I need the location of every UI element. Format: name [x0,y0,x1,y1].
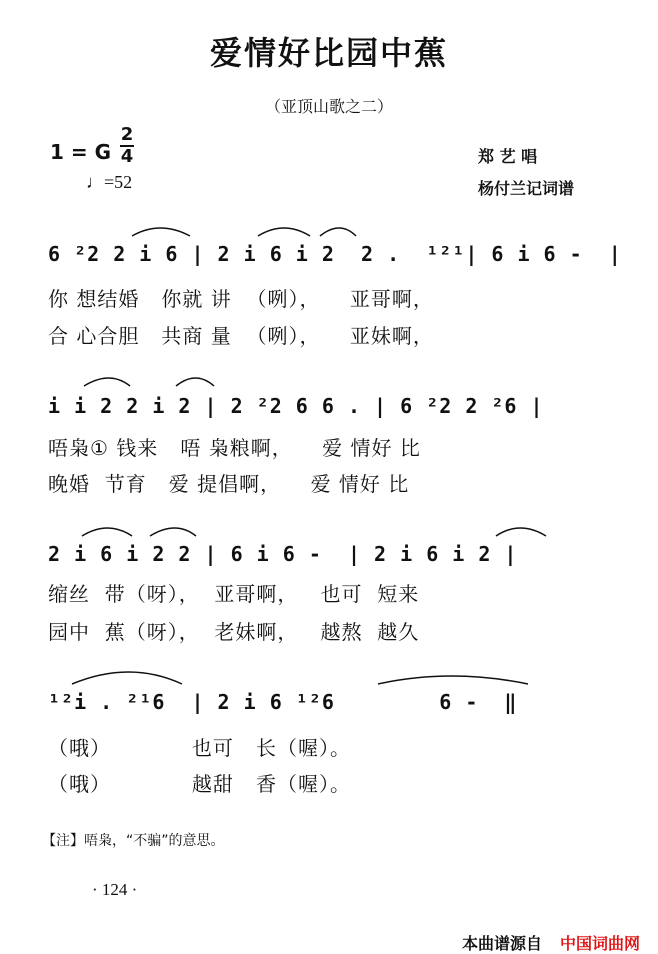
page-number: · 124 · [92,880,138,899]
song-title: 爱情好比园中蕉 [209,34,448,72]
meter-bottom: 4 [120,146,134,167]
lyrics-line-3-verse-2: 园中 蕉（呀）， 老妹啊， 越熬 越久 [48,620,420,644]
lyrics-line-4-verse-2: （哦） 越甜 香（喔）。 [48,772,352,796]
notation-line-1: 6 ²2 2 i 6 | 2 i 6 i 2 2 . ¹²¹| 6 i 6 - | [48,242,622,266]
meter-top: 2 [120,124,134,145]
notation-line-4: ¹²i . ²¹6 | 2 i 6 ¹²6 6 - ‖ [48,690,518,714]
singer-credit: 郑 艺 唱 [478,147,538,166]
transcriber-credit: 杨付兰记词谱 [478,179,575,198]
lyrics-line-3-verse-1: 缩丝 带（呀）， 亚哥啊， 也可 短来 [48,582,420,606]
lyrics-line-2-verse-2: 晚婚 节育 爱 提倡啊， 爱 情好 比 [48,472,410,496]
lyrics-line-4-verse-1: （哦） 也可 长（喔）。 [48,736,352,760]
tempo-marking: ♩=52 [86,172,133,192]
time-signature [120,126,134,166]
lyrics-line-1-verse-1: 你 想结婚 你就 讲 （咧）， 亚哥啊， [48,287,434,311]
notation-line-3: 2 i 6 i 2 2 | 6 i 6 - | 2 i 6 i 2 | [48,542,518,566]
key-signature: 1 = G [50,140,112,164]
source-site: 中国词曲网 [560,934,641,953]
notation-line-2: i i 2 2 i 2 | 2 ²2 6 6 . | 6 ²2 2 ²6 | [48,394,544,418]
lyrics-line-2-verse-1: 唔枭① 钱来 唔 枭粮啊， 爱 情好 比 [48,436,421,460]
footnote: 【注】唔枭，“不骗”的意思。 [42,833,225,849]
lyrics-line-1-verse-2: 合 心合胆 共商 量 （咧）， 亚妹啊， [48,324,434,348]
song-subtitle: （亚顶山歌之二） [264,97,393,116]
source-label: 本曲谱源自 [462,934,543,953]
